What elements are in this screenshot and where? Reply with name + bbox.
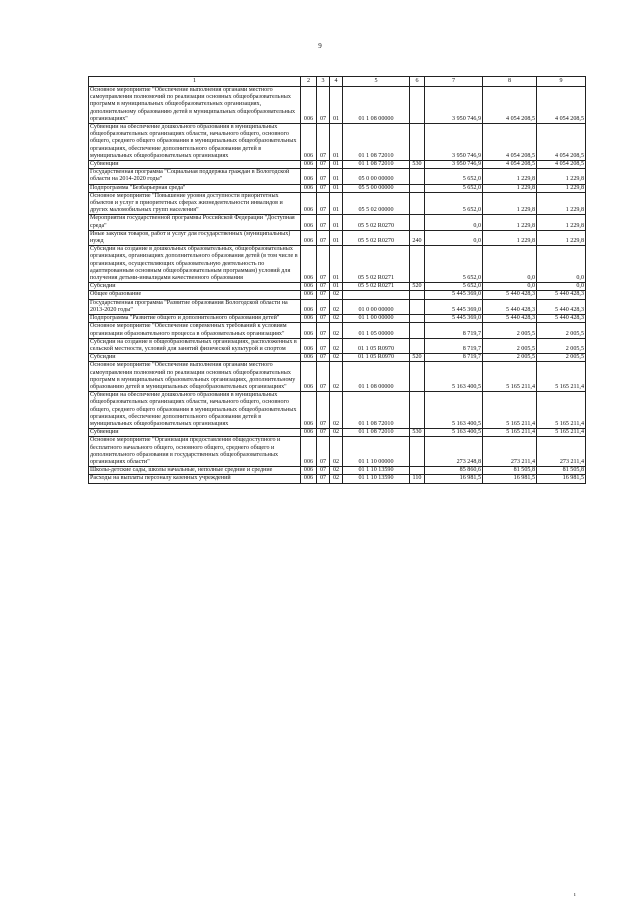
row-cell-c6: 520 (410, 354, 425, 362)
row-cell-c6 (410, 124, 425, 161)
row-cell-c6 (410, 338, 425, 353)
row-cell-c7: 5 652,0 (425, 169, 483, 184)
row-cell-c8: 1 229,8 (483, 192, 537, 215)
row-cell-c9: 0,0 (537, 246, 586, 283)
row-cell-c7: 3 950 746,9 (425, 124, 483, 161)
row-cell-c2: 006 (301, 338, 317, 353)
row-cell-c2: 006 (301, 323, 317, 338)
row-cell-c6 (410, 169, 425, 184)
row-cell-c7: 273 248,8 (425, 437, 483, 467)
row-cell-c3: 07 (317, 323, 330, 338)
row-cell-c8: 5 440 428,3 (483, 315, 537, 323)
row-cell-c7: 5 445 369,0 (425, 291, 483, 299)
row-cell-c8: 5 440 428,3 (483, 299, 537, 314)
row-name-cell: Основное мероприятие "Обеспечение выполнения органами местного самоуправления полномочий по реализации основных общеобразовательных программ в муниципальных образовательных организациях, дополнительному образованию детей в муниципальных общеобразовательных организациях" (89, 362, 301, 392)
row-cell-c2: 006 (301, 124, 317, 161)
row-cell-c5: 01 1 08 72010 (343, 392, 410, 429)
table-row (89, 169, 586, 184)
row-cell-c4: 01 (330, 215, 343, 230)
table-row (89, 437, 586, 467)
row-name-cell: Субвенции (89, 161, 301, 169)
row-cell-c9: 4 054 208,5 (537, 124, 586, 161)
table-row (89, 323, 586, 338)
row-cell-c6 (410, 192, 425, 215)
row-cell-c9: 16 981,5 (537, 475, 586, 483)
row-cell-c2: 006 (301, 169, 317, 184)
row-cell-c3: 07 (317, 124, 330, 161)
row-cell-c3: 07 (317, 184, 330, 192)
row-cell-c6 (410, 437, 425, 467)
row-cell-c9: 4 054 208,5 (537, 87, 586, 124)
row-cell-c5: 05 5 02 R0270 (343, 230, 410, 245)
row-cell-c9: 1 229,8 (537, 215, 586, 230)
row-cell-c5: 05 0 00 00000 (343, 169, 410, 184)
row-cell-c7: 8 719,7 (425, 323, 483, 338)
row-cell-c4: 01 (330, 161, 343, 169)
column-header-2: 2 (301, 77, 317, 87)
row-cell-c9: 2 005,5 (537, 354, 586, 362)
row-cell-c9: 1 229,8 (537, 192, 586, 215)
row-cell-c8: 2 005,5 (483, 354, 537, 362)
row-cell-c5: 01 1 05 R0970 (343, 338, 410, 353)
row-cell-c5: 01 1 05 R0970 (343, 354, 410, 362)
row-cell-c7: 8 719,7 (425, 354, 483, 362)
table-row (89, 87, 586, 124)
row-cell-c3: 07 (317, 291, 330, 299)
row-cell-c9: 273 211,4 (537, 437, 586, 467)
table-row (89, 299, 586, 314)
row-cell-c5: 01 1 08 00000 (343, 362, 410, 392)
row-cell-c7: 5 445 369,0 (425, 315, 483, 323)
row-name-cell: Субвенции на обеспечение дошкольного образования в муниципальных общеобразовательных организациях области, начального общего, основного общего, среднего общего образования в муниципальных общеобразовательных организациях, обеспечение дополнительного образования детей в муниципальных общеобразовательных организациях (89, 124, 301, 161)
row-cell-c4: 02 (330, 291, 343, 299)
row-cell-c8: 0,0 (483, 246, 537, 283)
row-cell-c6 (410, 87, 425, 124)
column-header-5: 5 (343, 77, 410, 87)
row-cell-c3: 07 (317, 169, 330, 184)
column-header-1: 1 (89, 77, 301, 87)
row-cell-c6 (410, 184, 425, 192)
row-name-cell: Субвенции на обеспечение дошкольного образования в муниципальных общеобразовательных организациях области, начального общего, основного общего, среднего общего образования в муниципальных общеобразовательных организациях, обеспечение дополнительного образования детей в муниципальных общеобразовательных организациях (89, 392, 301, 429)
row-cell-c5: 05 5 00 00000 (343, 184, 410, 192)
row-cell-c5: 01 0 00 00000 (343, 299, 410, 314)
row-cell-c9: 0,0 (537, 283, 586, 291)
row-cell-c3: 07 (317, 161, 330, 169)
row-cell-c7: 5 652,0 (425, 192, 483, 215)
row-cell-c9: 5 165 211,4 (537, 429, 586, 437)
row-cell-c6 (410, 315, 425, 323)
row-name-cell: Субсидии на создание в дошкольных образовательных, общеобразовательных организациях, организациях дополнительного образования детей (в том числе в организациях, осуществляющих образовательную деятельность по адаптированным основным общеобразовательным программам) условий для получения детьми-инвалидами качественного образования (89, 246, 301, 283)
row-cell-c2: 006 (301, 283, 317, 291)
row-name-cell: Субвенции (89, 429, 301, 437)
table-row (89, 124, 586, 161)
row-cell-c6: 240 (410, 230, 425, 245)
row-cell-c7: 5 163 400,5 (425, 362, 483, 392)
row-cell-c2: 006 (301, 215, 317, 230)
row-cell-c7: 0,0 (425, 230, 483, 245)
column-header-8: 8 (483, 77, 537, 87)
column-header-3: 3 (317, 77, 330, 87)
row-cell-c4: 02 (330, 429, 343, 437)
table-row (89, 291, 586, 299)
row-cell-c7: 5 652,0 (425, 283, 483, 291)
row-cell-c5: 01 1 00 00000 (343, 315, 410, 323)
row-cell-c5: 01 1 08 72010 (343, 429, 410, 437)
table-row (89, 246, 586, 283)
row-cell-c3: 07 (317, 467, 330, 475)
row-name-cell: Общее образование (89, 291, 301, 299)
row-name-cell: Расходы на выплаты персоналу казенных учреждений (89, 475, 301, 483)
table-row (89, 467, 586, 475)
row-cell-c8: 2 005,5 (483, 323, 537, 338)
row-cell-c6: 110 (410, 475, 425, 483)
table-row (89, 354, 586, 362)
row-cell-c7: 3 950 746,9 (425, 161, 483, 169)
row-cell-c4: 02 (330, 467, 343, 475)
column-header-4: 4 (330, 77, 343, 87)
row-cell-c6 (410, 299, 425, 314)
row-cell-c4: 02 (330, 354, 343, 362)
row-cell-c6: 530 (410, 161, 425, 169)
row-cell-c6 (410, 392, 425, 429)
row-cell-c4: 01 (330, 283, 343, 291)
row-cell-c4: 02 (330, 362, 343, 392)
row-cell-c8: 4 054 208,5 (483, 161, 537, 169)
row-cell-c2: 006 (301, 87, 317, 124)
row-cell-c2: 006 (301, 246, 317, 283)
row-cell-c4: 01 (330, 246, 343, 283)
row-cell-c3: 07 (317, 315, 330, 323)
row-cell-c8: 273 211,4 (483, 437, 537, 467)
row-cell-c8: 1 229,8 (483, 184, 537, 192)
row-cell-c9: 2 005,5 (537, 323, 586, 338)
row-cell-c4: 02 (330, 392, 343, 429)
row-cell-c4: 02 (330, 323, 343, 338)
row-cell-c4: 01 (330, 169, 343, 184)
row-cell-c3: 07 (317, 429, 330, 437)
row-cell-c3: 07 (317, 475, 330, 483)
row-cell-c7: 5 163 400,5 (425, 392, 483, 429)
row-name-cell: Субсидии на создание в общеобразовательных организациях, расположенных в сельской местности, условий для занятий физической культурой и спортом (89, 338, 301, 353)
row-name-cell: Основное мероприятие "Повышение уровня доступности приоритетных объектов и услуг в приоритетных сферах жизнедеятельности инвалидов и других маломобильных групп населения" (89, 192, 301, 215)
row-cell-c9: 2 005,5 (537, 338, 586, 353)
table-row (89, 230, 586, 245)
page-number: 9 (318, 42, 322, 50)
row-name-cell: Субсидии (89, 354, 301, 362)
row-cell-c9: 1 229,8 (537, 230, 586, 245)
row-cell-c3: 07 (317, 338, 330, 353)
row-cell-c5: 01 1 08 00000 (343, 87, 410, 124)
table-row (89, 475, 586, 483)
row-cell-c4: 02 (330, 338, 343, 353)
row-name-cell: Государственная программа "Развитие образования Вологодской области на 2013-2020 годы" (89, 299, 301, 314)
row-cell-c2: 006 (301, 291, 317, 299)
row-cell-c4: 02 (330, 437, 343, 467)
row-name-cell: Иные закупки товаров, работ и услуг для государственных (муниципальных) нужд (89, 230, 301, 245)
table-row (89, 429, 586, 437)
row-cell-c7: 8 719,7 (425, 338, 483, 353)
table-row (89, 392, 586, 429)
table-row (89, 184, 586, 192)
table-body (89, 87, 586, 484)
row-name-cell: Субсидии (89, 283, 301, 291)
row-cell-c8: 5 440 428,3 (483, 291, 537, 299)
row-cell-c5: 01 1 05 00000 (343, 323, 410, 338)
row-cell-c8: 0,0 (483, 283, 537, 291)
row-cell-c5: 05 5 02 R0271 (343, 283, 410, 291)
row-cell-c3: 07 (317, 437, 330, 467)
row-cell-c2: 006 (301, 299, 317, 314)
column-header-7: 7 (425, 77, 483, 87)
table-header-row (89, 77, 586, 87)
row-cell-c2: 006 (301, 467, 317, 475)
row-cell-c6 (410, 246, 425, 283)
row-cell-c6 (410, 323, 425, 338)
row-cell-c7: 5 163 400,5 (425, 429, 483, 437)
row-name-cell: Подпрограмма "Безбарьерная среда" (89, 184, 301, 192)
budget-table (88, 76, 586, 484)
row-cell-c4: 02 (330, 315, 343, 323)
row-cell-c6 (410, 291, 425, 299)
row-name-cell: Подпрограмма "Развитие общего и дополнительного образования детей" (89, 315, 301, 323)
table-row (89, 315, 586, 323)
row-cell-c3: 07 (317, 215, 330, 230)
row-cell-c2: 006 (301, 184, 317, 192)
row-cell-c7: 3 950 746,9 (425, 87, 483, 124)
table-row (89, 215, 586, 230)
row-cell-c5: 05 5 02 R0271 (343, 246, 410, 283)
row-cell-c8: 4 054 208,5 (483, 87, 537, 124)
row-cell-c4: 02 (330, 475, 343, 483)
row-cell-c6: 520 (410, 283, 425, 291)
row-name-cell: Основное мероприятие "Организация предоставления общедоступного и бесплатного начального общего, основного общего, среднего общего и дополнительного образования в государственных общеобразовательных организациях области" (89, 437, 301, 467)
row-name-cell: Основное мероприятие "Обеспечение современных требований к условиям организации образовательного процесса в образовательных организациях" (89, 323, 301, 338)
table-row (89, 338, 586, 353)
row-cell-c6 (410, 362, 425, 392)
row-cell-c4: 01 (330, 230, 343, 245)
row-cell-c2: 006 (301, 429, 317, 437)
row-cell-c7: 85 860,6 (425, 467, 483, 475)
row-cell-c8: 2 005,5 (483, 338, 537, 353)
row-cell-c9: 1 229,8 (537, 184, 586, 192)
row-cell-c2: 006 (301, 161, 317, 169)
table-row (89, 192, 586, 215)
row-cell-c8: 1 229,8 (483, 230, 537, 245)
row-cell-c3: 07 (317, 299, 330, 314)
column-header-9: 9 (537, 77, 586, 87)
row-name-cell: Мероприятия государственной программы Российской Федерации "Доступная среда" (89, 215, 301, 230)
row-cell-c8: 5 165 211,4 (483, 392, 537, 429)
row-cell-c3: 07 (317, 246, 330, 283)
row-cell-c3: 07 (317, 230, 330, 245)
row-cell-c5: 05 5 02 R0270 (343, 215, 410, 230)
footer-mark: ı (574, 892, 576, 898)
row-cell-c4: 01 (330, 124, 343, 161)
row-cell-c3: 07 (317, 87, 330, 124)
row-cell-c5: 01 1 10 13590 (343, 467, 410, 475)
row-cell-c5 (343, 291, 410, 299)
row-cell-c2: 006 (301, 354, 317, 362)
row-cell-c2: 006 (301, 475, 317, 483)
row-cell-c6 (410, 467, 425, 475)
row-cell-c9: 4 054 208,5 (537, 161, 586, 169)
row-cell-c5: 01 1 08 72010 (343, 124, 410, 161)
row-cell-c4: 01 (330, 192, 343, 215)
row-cell-c3: 07 (317, 392, 330, 429)
row-cell-c9: 5 440 428,3 (537, 315, 586, 323)
row-cell-c9: 5 440 428,3 (537, 299, 586, 314)
row-cell-c3: 07 (317, 362, 330, 392)
row-cell-c2: 006 (301, 362, 317, 392)
row-cell-c4: 01 (330, 184, 343, 192)
row-cell-c7: 5 652,0 (425, 184, 483, 192)
row-cell-c2: 006 (301, 437, 317, 467)
column-header-6: 6 (410, 77, 425, 87)
row-cell-c5: 01 1 08 72010 (343, 161, 410, 169)
row-cell-c4: 01 (330, 87, 343, 124)
row-cell-c8: 1 229,8 (483, 169, 537, 184)
row-cell-c9: 1 229,8 (537, 169, 586, 184)
row-cell-c6: 530 (410, 429, 425, 437)
row-name-cell: Государственная программа "Социальная поддержка граждан в Вологодской области на 2014-2020 годы" (89, 169, 301, 184)
row-name-cell: Школы-детские сады, школы начальные, неполные средние и средние (89, 467, 301, 475)
row-cell-c8: 81 505,8 (483, 467, 537, 475)
row-cell-c7: 16 981,5 (425, 475, 483, 483)
row-cell-c5: 01 1 10 00000 (343, 437, 410, 467)
table-row (89, 283, 586, 291)
row-cell-c5: 05 5 02 00000 (343, 192, 410, 215)
row-cell-c5: 01 1 10 13590 (343, 475, 410, 483)
row-cell-c4: 02 (330, 299, 343, 314)
row-cell-c8: 1 229,8 (483, 215, 537, 230)
row-cell-c8: 5 165 211,4 (483, 429, 537, 437)
row-cell-c2: 006 (301, 392, 317, 429)
row-cell-c3: 07 (317, 283, 330, 291)
row-cell-c7: 5 652,0 (425, 246, 483, 283)
row-cell-c7: 0,0 (425, 215, 483, 230)
row-cell-c9: 5 165 211,4 (537, 362, 586, 392)
row-cell-c2: 006 (301, 192, 317, 215)
row-cell-c8: 16 981,5 (483, 475, 537, 483)
row-cell-c9: 5 165 211,4 (537, 392, 586, 429)
row-name-cell: Основное мероприятие "Обеспечение выполнения органами местного самоуправления полномочий по реализации основных общеобразовательных программ в муниципальных общеобразовательных организациях, дополнительному образованию детей в муниципальных общеобразовательных организациях" (89, 87, 301, 124)
row-cell-c7: 5 445 369,0 (425, 299, 483, 314)
row-cell-c9: 5 440 428,3 (537, 291, 586, 299)
row-cell-c2: 006 (301, 315, 317, 323)
row-cell-c8: 5 165 211,4 (483, 362, 537, 392)
row-cell-c8: 4 054 208,5 (483, 124, 537, 161)
row-cell-c6 (410, 215, 425, 230)
table-row (89, 161, 586, 169)
table-row (89, 362, 586, 392)
row-cell-c9: 81 505,8 (537, 467, 586, 475)
row-cell-c2: 006 (301, 230, 317, 245)
row-cell-c3: 07 (317, 192, 330, 215)
row-cell-c3: 07 (317, 354, 330, 362)
